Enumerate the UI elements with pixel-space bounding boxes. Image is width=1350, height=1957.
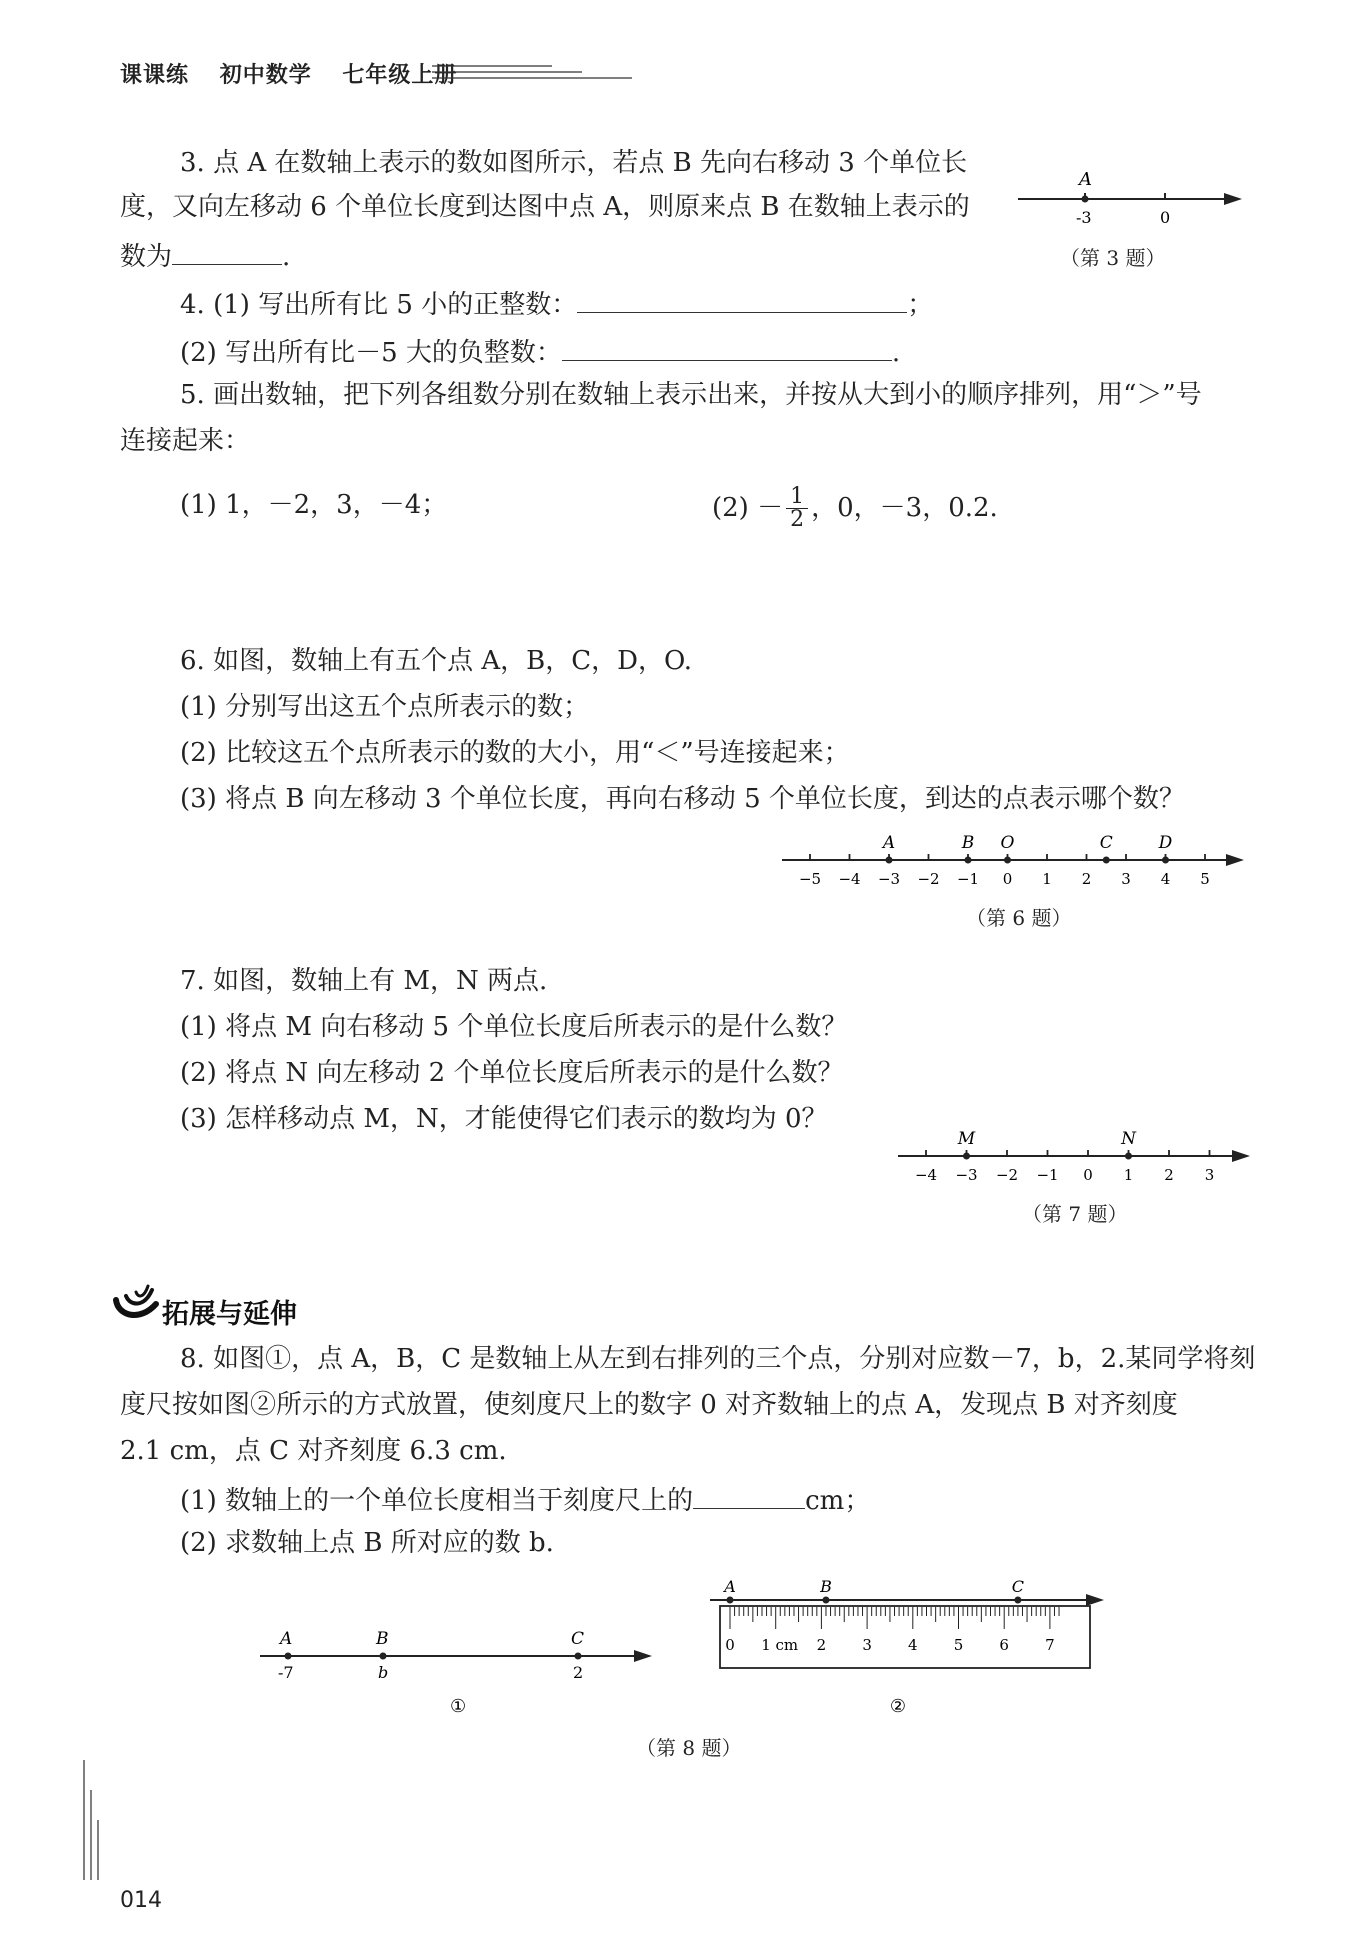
q8-fig2-point-label: B	[820, 1577, 832, 1596]
q5-part2-prefix: (2) －	[712, 493, 784, 523]
q8-fig1-value-a: -7	[278, 1663, 294, 1682]
q6-point-d	[1162, 857, 1169, 864]
q6-caption: （第 6 题）	[966, 906, 1072, 930]
fraction-denominator: 2	[790, 506, 805, 532]
q6-point-label: B	[961, 833, 975, 853]
q6-tick-label: −5	[798, 870, 822, 888]
q6-line3: (2) 比较这五个点所表示的数的大小，用“＜”号连接起来；	[180, 738, 850, 768]
q7-line4: (3) 怎样移动点 M，N，才能使得它们表示的数均为 0？	[180, 1104, 828, 1134]
q3-point-label: A	[1079, 169, 1092, 190]
q3-tick-label: 0	[1160, 208, 1171, 227]
q6-point-label: D	[1158, 833, 1173, 853]
q6-point-c	[1103, 857, 1110, 864]
q6-tick-label: 0	[1002, 870, 1013, 888]
q8-fig1-point-a: A	[280, 1629, 293, 1649]
ruler-label: 4	[908, 1636, 918, 1654]
q8-fig2-point-label: C	[1011, 1577, 1025, 1596]
q8-part1-text: (1) 数轴上的一个单位长度相当于刻度尺上的	[180, 1486, 694, 1516]
q8-caption: （第 8 题）	[636, 1736, 742, 1760]
q6-point-label: A	[882, 833, 896, 853]
q4-line2-end: .	[891, 338, 901, 368]
q4-line1-end: ；	[907, 290, 934, 320]
q6-tick-label: −1	[956, 870, 980, 888]
q8-part2: (2) 求数轴上点 B 所对应的数 b.	[180, 1528, 554, 1558]
q4-answer-blank-2[interactable]	[562, 334, 892, 361]
q6-point-o	[1004, 857, 1011, 864]
q8-fig2-point-a	[727, 1597, 734, 1604]
q6-line2: (1) 分别写出这五个点所表示的数；	[180, 692, 590, 722]
q7-line1: 7. 如图，数轴上有 M，N 两点.	[180, 966, 548, 996]
q3-answer-blank[interactable]	[172, 238, 282, 265]
q6-tick-label: −4	[838, 870, 861, 888]
q7-point-m	[963, 1153, 970, 1160]
q6-point-a	[886, 857, 893, 864]
q7-tick-label: 2	[1164, 1166, 1174, 1184]
page-number: 014	[120, 1888, 162, 1913]
ruler-label: 0	[725, 1636, 735, 1654]
q3-number-line	[1010, 165, 1250, 235]
q7-tick-label: 3	[1204, 1166, 1215, 1184]
q4-line1-text: 4. (1) 写出所有比 5 小的正整数：	[180, 290, 578, 320]
margin-bars	[82, 1760, 106, 1880]
ruler-label: 1 cm	[761, 1636, 799, 1654]
q8-line3: 2.1 cm，点 C 对齐刻度 6.3 cm.	[120, 1436, 507, 1466]
q6-point-b	[965, 857, 972, 864]
q6-line1: 6. 如图，数轴上有五个点 A，B，C，D，O.	[180, 646, 693, 676]
q8-fig2-point-c	[1014, 1597, 1021, 1604]
header-series: 课课练	[120, 63, 190, 88]
q6-number-line	[780, 826, 1250, 892]
q8-part1	[180, 1482, 870, 1516]
q7-tick-label: −2	[995, 1166, 1019, 1184]
q7-tick-label: −4	[914, 1166, 938, 1184]
q6-tick-label: 5	[1200, 870, 1210, 888]
q8-fig1-value-c: 2	[573, 1663, 584, 1682]
header-subject: 初中数学	[219, 63, 312, 88]
q4-line2-text: (2) 写出所有比－5 大的负整数：	[180, 338, 562, 368]
q8-fig1-label: ①	[450, 1696, 467, 1717]
q8-line1: 8. 如图①，点 A，B，C 是数轴上从左到右排列的三个点，分别对应数－7，b，2.某同学将刻	[180, 1344, 1256, 1374]
q6-point-label: C	[1099, 833, 1113, 853]
ruler-label: 5	[953, 1636, 964, 1654]
q8-figure2-ruler	[708, 1572, 1108, 1722]
q3-line2: 度，又向左移动 6 个单位长度到达图中点 A，则原来点 B 在数轴上表示的	[120, 192, 970, 222]
ruler-label: 2	[816, 1636, 827, 1654]
q7-line2: (1) 将点 M 向右移动 5 个单位长度后所表示的是什么数？	[180, 1012, 848, 1042]
ruler-label: 7	[1045, 1636, 1055, 1654]
q7-point-n	[1125, 1153, 1132, 1160]
q7-tick-label: −1	[1036, 1166, 1059, 1184]
q5-line1: 5. 画出数轴，把下列各组数分别在数轴上表示出来，并按从大到小的顺序排列，用“＞”号	[180, 380, 1202, 410]
q5-part2-suffix: ，0，－3，0.2.	[811, 493, 998, 523]
q7-point-label: M	[957, 1129, 976, 1149]
q4-answer-blank-1[interactable]	[577, 286, 907, 313]
q8-fig1-point-c: C	[571, 1629, 585, 1649]
q8-line2: 度尺按如图②所示的方式放置，使刻度尺上的数字 0 对齐数轴上的点 A，发现点 B 对齐刻度	[120, 1390, 1178, 1420]
section-title: 拓展与延伸	[162, 1299, 297, 1330]
q5-line2: 连接起来：	[120, 426, 251, 456]
q3-line1: 3. 点 A 在数轴上表示的数如图所示，若点 B 先向右移动 3 个单位长	[180, 148, 968, 178]
header-rule-lines	[432, 58, 632, 88]
q7-caption: （第 7 题）	[1022, 1202, 1128, 1226]
q8-answer-blank[interactable]	[693, 1482, 805, 1509]
q5-part2	[712, 478, 998, 538]
q8-fig1-point-b: B	[376, 1629, 389, 1649]
section-swirl-icon	[112, 1282, 162, 1326]
q8-figure1-number-line	[258, 1624, 658, 1724]
q3-line3	[120, 238, 290, 272]
q8-part1-end: cm；	[805, 1486, 871, 1516]
q6-tick-label: −2	[917, 870, 940, 888]
q5-part1: (1) 1，－2，3，－4；	[180, 490, 448, 520]
q7-tick-label: 1	[1123, 1166, 1134, 1184]
q6-tick-label: 2	[1081, 870, 1092, 888]
q4-line1	[180, 286, 933, 320]
q6-tick-label: 1	[1042, 870, 1052, 888]
q4-line2	[180, 334, 900, 368]
q6-tick-label: −3	[877, 870, 901, 888]
fraction-numerator: 1	[786, 486, 808, 509]
page-header	[120, 58, 479, 89]
q7-point-label: N	[1121, 1129, 1136, 1149]
q6-tick-label: 4	[1160, 870, 1171, 888]
q3-line3-end: .	[282, 242, 291, 272]
q3-tick-label: -3	[1076, 208, 1092, 227]
q8-fig2-point-label: A	[724, 1577, 736, 1596]
q3-caption: （第 3 题）	[1060, 246, 1166, 270]
q5-fraction	[786, 483, 808, 532]
q6-line4: (3) 将点 B 向左移动 3 个单位长度，再向右移动 5 个单位长度，到达的点表示哪个数？	[180, 784, 1185, 814]
q8-fig2-point-b	[822, 1597, 829, 1604]
q7-tick-label: −3	[955, 1166, 978, 1184]
q7-tick-label: 0	[1083, 1166, 1093, 1184]
q7-number-line	[896, 1122, 1256, 1188]
q6-point-label: O	[1000, 833, 1015, 853]
q6-tick-label: 3	[1121, 870, 1131, 888]
ruler-label: 6	[999, 1636, 1009, 1654]
ruler-label: 3	[862, 1636, 872, 1654]
q7-line3: (2) 将点 N 向左移动 2 个单位长度后所表示的是什么数？	[180, 1058, 844, 1088]
q8-fig1-value-b: b	[378, 1663, 389, 1682]
header-grade: 七年级上册	[342, 63, 458, 88]
q3-line3-text: 数为	[120, 242, 173, 272]
q8-fig2-label: ②	[889, 1696, 907, 1717]
